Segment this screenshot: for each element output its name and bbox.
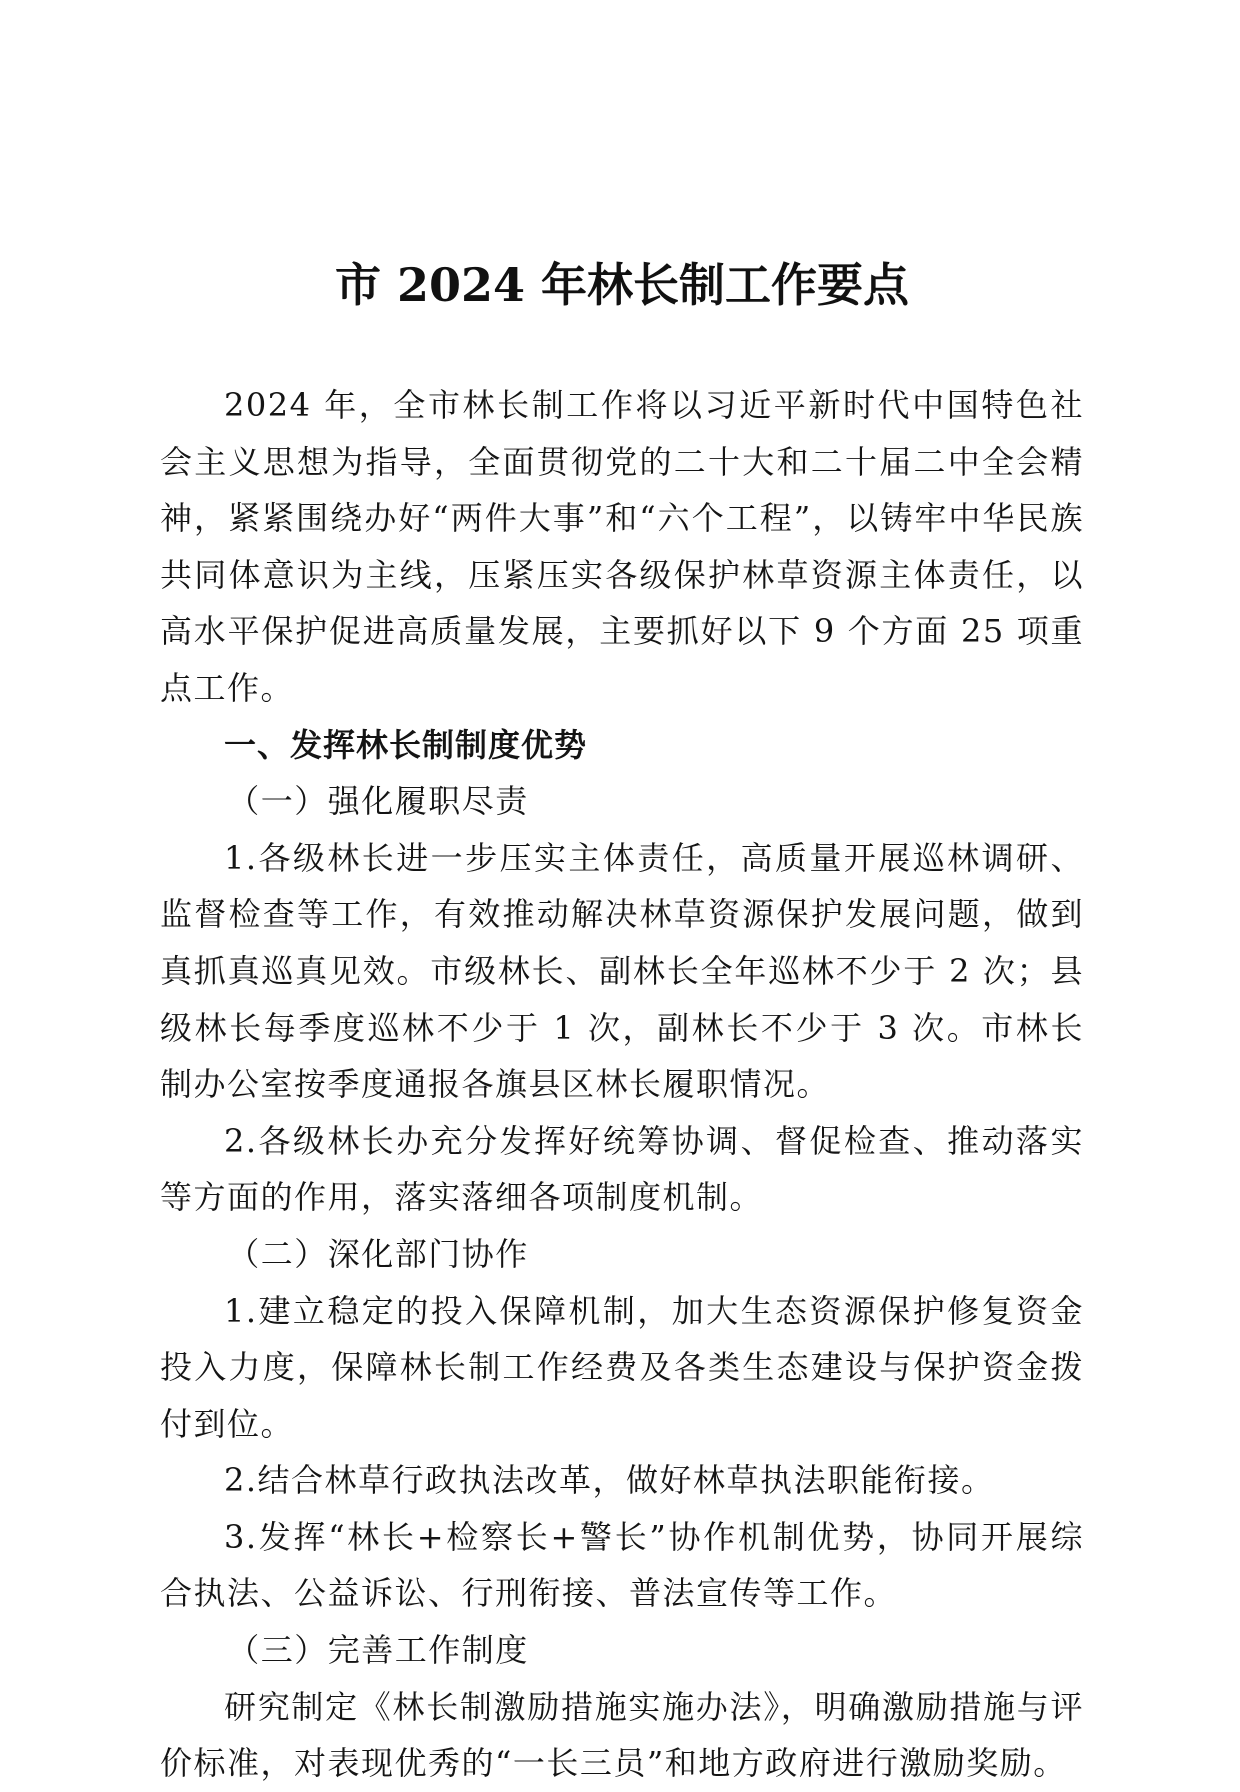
subsection-heading: （二）深化部门协作 [227, 1234, 529, 1273]
list-item: 2.结合林草行政执法改革，做好林草执法职能衔接。 [224, 1461, 995, 1500]
section-heading: 一、发挥林长制制度优势 [224, 725, 588, 764]
list-item: 1.各级林长进一步压实主体责任，高质量开展巡林调研、监督检查等工作，有效推动解决林草资源保护发展问题，做到真抓真巡真见效。市级林长、副林长全年巡林不少于 2 次；县级林长每季度巡林不少于 1 次，副林长不少于 3 次。市林长制办公室按季度通报各旗县区林长履职情况。 [160, 838, 1084, 1104]
subsection-heading: （三）完善工作制度 [227, 1631, 529, 1670]
list-item: 1.建立稳定的投入保障机制，加大生态资源保护修复资金投入力度，保障林长制工作经费及各类生态建设与保护资金拨付到位。 [160, 1291, 1084, 1443]
subsection-heading: （一）强化履职尽责 [227, 782, 529, 821]
list-item: 3.发挥“林长+检察长+警长”协作机制优势，协同开展综合执法、公益诉讼、行刑衔接、普法宣传等工作。 [160, 1517, 1084, 1613]
paragraph: 研究制定《林长制激励措施实施办法》，明确激励措施与评价标准，对表现优秀的“一长三员”和地方政府进行激励奖励。 [160, 1687, 1084, 1783]
document-body [160, 377, 1084, 1792]
intro-paragraph: 2024 年，全市林长制工作将以习近平新时代中国特色社会主义思想为指导，全面贯彻党的二十大和二十届二中全会精神，紧紧围绕办好“两件大事”和“六个工程”，以铸牢中华民族共同体意识为主线，压紧压实各级保护林草资源主体责任，以高水平保护促进高质量发展，主要抓好以下 9 个方面 25 项重点工作。 [160, 386, 1084, 707]
list-item: 2.各级林长办充分发挥好统筹协调、督促检查、推动落实等方面的作用，落实落细各项制度机制。 [160, 1121, 1084, 1217]
document-title: 市 2024 年林长制工作要点 [334, 258, 910, 312]
